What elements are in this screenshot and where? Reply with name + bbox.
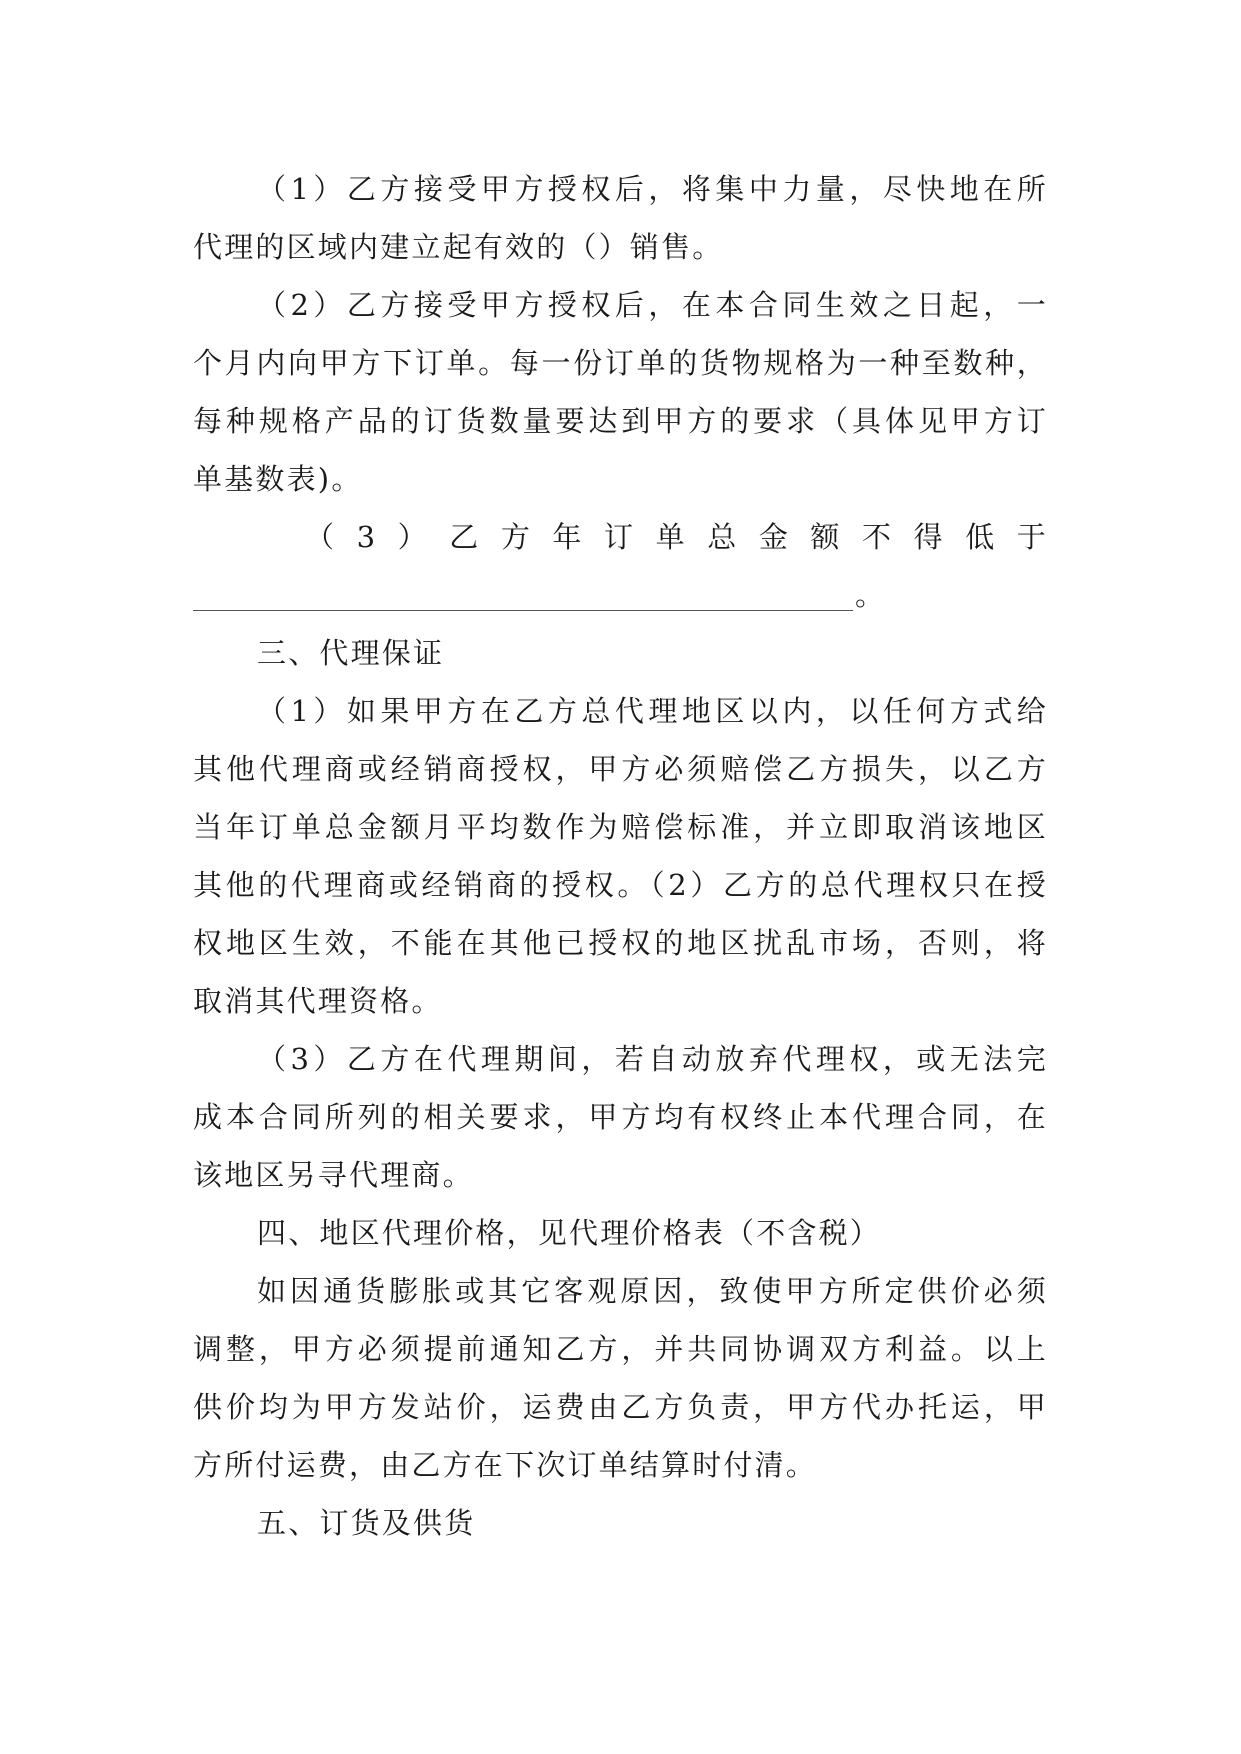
section-heading: 四、地区代理价格，见代理价格表（不含税） (257, 1216, 882, 1250)
paragraph-line: （3）乙方在代理期间，若自动放弃代理权，或无法完 (257, 1042, 1048, 1076)
paragraph-line: 单基数表)。 (193, 462, 363, 496)
paragraph-line: （3）乙方年订单总金额不得低于 (305, 520, 1048, 554)
paragraph-line: 如因通货膨胀或其它客观原因，致使甲方所定供价必须 (257, 1274, 1048, 1308)
paragraph-line: 其他代理商或经销商授权，甲方必须赔偿乙方损失，以乙方 (193, 752, 1048, 786)
fill-in-blank (193, 566, 1048, 624)
paragraph-line: （1）乙方接受甲方授权后，将集中力量，尽快地在所 (257, 172, 1048, 206)
paragraph-line: 调整，甲方必须提前通知乙方，并共同协调双方利益。以上 (193, 1332, 1048, 1366)
paragraph-line: 当年订单总金额月平均数作为赔偿标准，并立即取消该地区 (193, 810, 1048, 844)
paragraph-line: 成本合同所列的相关要求，甲方均有权终止本代理合同，在 (193, 1100, 1048, 1134)
paragraph-line: 供价均为甲方发站价，运费由乙方负责，甲方代办托运，甲 (193, 1390, 1048, 1424)
paragraph-line: 每种规格产品的订货数量要达到甲方的要求（具体见甲方订 (193, 404, 1048, 438)
paragraph-line: 取消其代理资格。 (193, 984, 443, 1018)
paragraph-line: 代理的区域内建立起有效的（）销售。 (193, 230, 724, 264)
paragraph-line: 个月内向甲方下订单。每一份订单的货物规格为一种至数种， (193, 346, 1048, 380)
paragraph-line: 该地区另寻代理商。 (193, 1158, 474, 1192)
section-heading: 三、代理保证 (257, 636, 445, 670)
paragraph-line: 权地区生效，不能在其他已授权的地区扰乱市场，否则，将 (193, 926, 1048, 960)
blank-period: 。 (855, 578, 885, 612)
paragraph-line: 其他的代理商或经销商的授权。（2）乙方的总代理权只在授 (193, 868, 1048, 902)
paragraph-line: （1）如果甲方在乙方总代理地区以内，以任何方式给 (257, 694, 1048, 728)
blank-line (193, 610, 853, 611)
section-heading: 五、订货及供货 (257, 1506, 476, 1540)
paragraph-line: 方所付运费，由乙方在下次订单结算时付清。 (193, 1448, 818, 1482)
paragraph-line: （2）乙方接受甲方授权后，在本合同生效之日起，一 (257, 288, 1048, 322)
